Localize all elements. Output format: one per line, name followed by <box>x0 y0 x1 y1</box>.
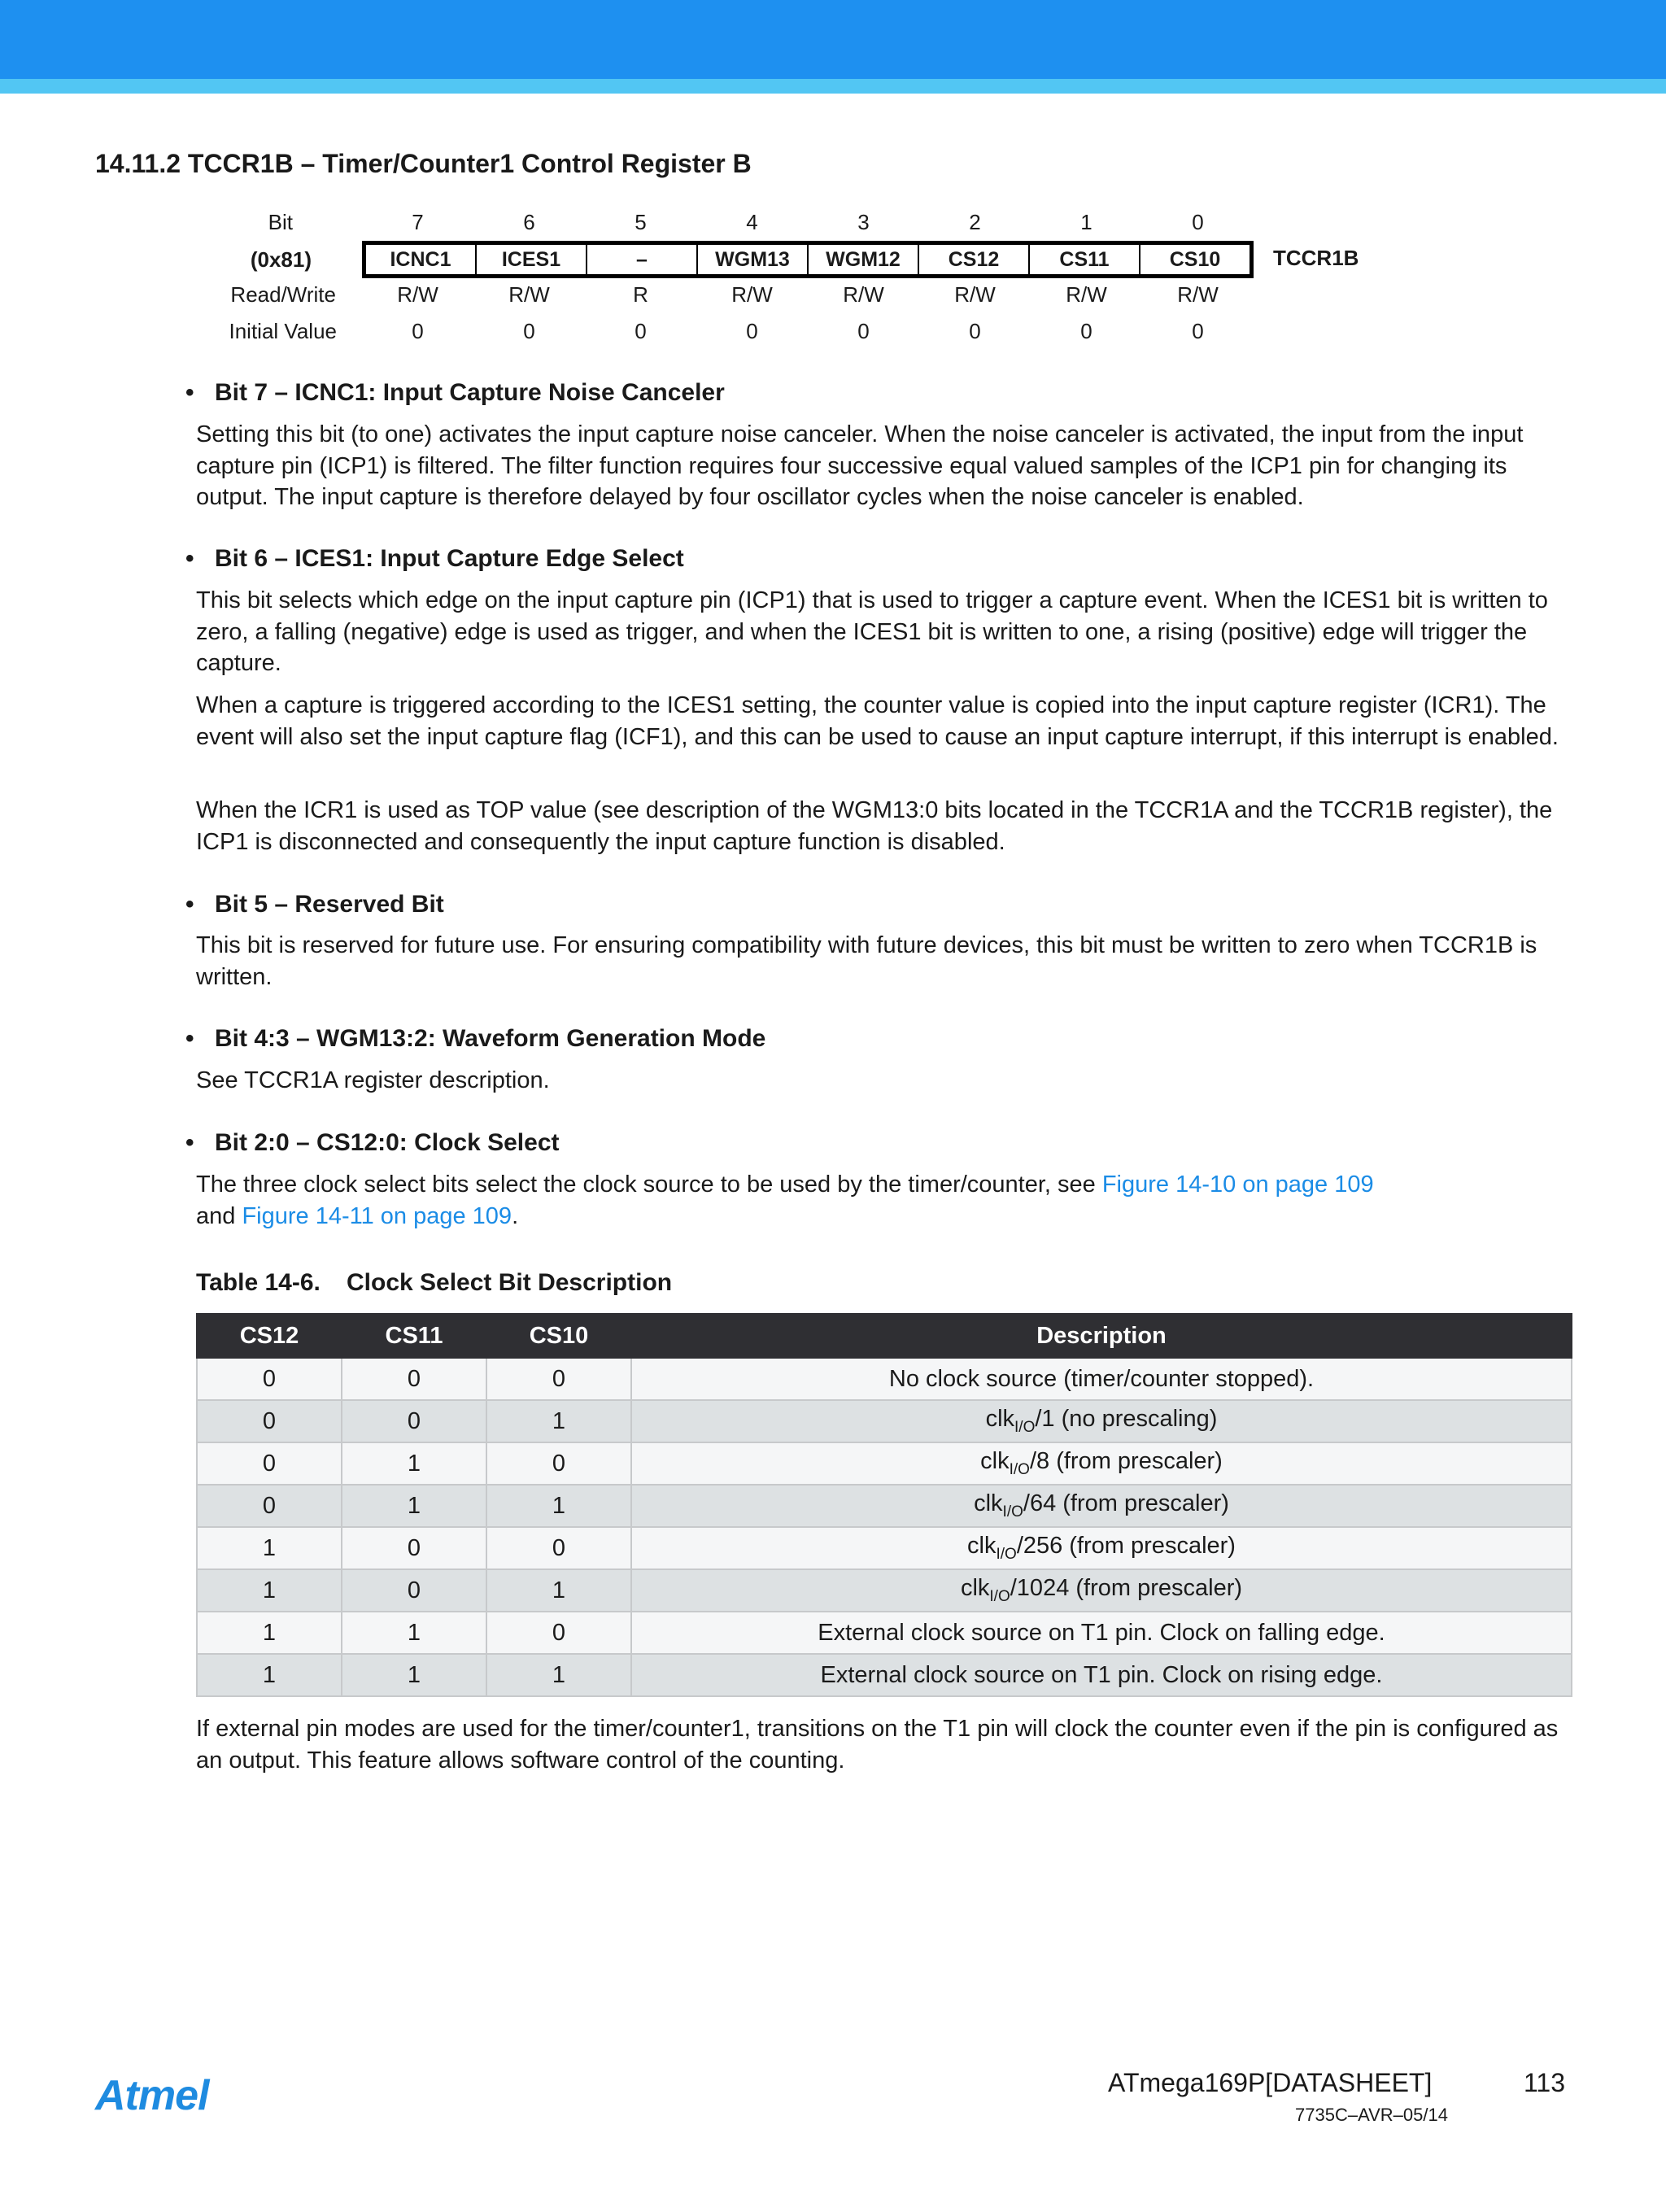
bullet-icon: • <box>185 545 194 572</box>
table-row <box>197 1569 1572 1612</box>
header-cs11: CS11 <box>342 1314 486 1358</box>
bit6-paragraph-3: When the ICR1 is used as TOP value (see description of the WGM13:0 bits located in the TCCR1A and the TCCR1B register), the ICP1 is disconnected and consequently the input capture function is disabled. <box>196 797 1553 855</box>
cell-cs11: 1 <box>342 1442 486 1485</box>
cell-cs12: 1 <box>197 1612 342 1654</box>
description-text: No clock source (timer/counter stopped). <box>888 1365 1315 1392</box>
cell-cs12: 1 <box>197 1527 342 1569</box>
section-title: 14.11.2 TCCR1B – Timer/Counter1 Control Register B <box>95 149 752 178</box>
cell-description <box>631 1612 1572 1654</box>
cell-cs11: 0 <box>342 1358 486 1400</box>
atmel-logo: Atmel <box>95 2072 209 2119</box>
bit-number-2: 5 <box>635 210 647 234</box>
description-suffix: /1024 (from prescaler) <box>1010 1575 1243 1602</box>
bit5-paragraph: This bit is reserved for future use. For ensuring compatibility with future devices, this bit must be written to zero when TCCR1B is written. <box>196 932 1537 990</box>
register-bit-box <box>362 241 1254 278</box>
bit-number-0: 7 <box>412 210 424 234</box>
address-label: (0x81) <box>250 247 312 272</box>
cell-cs10: 1 <box>486 1485 631 1527</box>
bit-rw-4: R/W <box>843 282 884 307</box>
cell-cs11: 1 <box>342 1485 486 1527</box>
description-subscript: I/O <box>1009 1460 1030 1478</box>
cell-cs10: 0 <box>486 1442 631 1485</box>
table-caption <box>196 1267 672 1299</box>
bit-init-3: 0 <box>746 319 758 343</box>
bit-init-7: 0 <box>1192 319 1204 343</box>
cell-cs10: 1 <box>486 1400 631 1442</box>
header-cs10: CS10 <box>486 1314 631 1358</box>
description-subscript: I/O <box>996 1545 1017 1563</box>
description-suffix: /8 (from prescaler) <box>1029 1448 1223 1475</box>
bit-rw-1: R/W <box>508 282 550 307</box>
cell-cs12: 0 <box>197 1485 342 1527</box>
description-text: External clock source on T1 pin. Clock on rising edge. <box>820 1661 1383 1688</box>
cell-description <box>631 1527 1572 1569</box>
bit7-paragraph: Setting this bit (to one) activates the input capture noise canceler. When the noise canceler is activated, the input from the input capture pin (ICP1) is filtered. The filter function requires four successive equal valued samples of the ICP1 pin for changing its output. The input capture is therefore delayed by four oscillator cycles when the noise canceler is enabled. <box>196 421 1524 510</box>
bit43-heading <box>185 1023 765 1055</box>
bit43-paragraph: See TCCR1A register description. <box>196 1067 550 1093</box>
description-text: clk <box>974 1490 1003 1517</box>
bit-name-5: CS12 <box>919 245 1030 274</box>
bit-name-2: – <box>587 245 698 274</box>
bit-name-4: WGM12 <box>809 245 919 274</box>
bit-rw-5: R/W <box>954 282 996 307</box>
cell-cs12: 0 <box>197 1442 342 1485</box>
footer-title: ATmega169P[DATASHEET] <box>1108 2068 1433 2097</box>
table-row <box>197 1358 1572 1400</box>
cell-cs10: 1 <box>486 1654 631 1696</box>
bit-init-5: 0 <box>969 319 981 343</box>
bit-number-3: 4 <box>746 210 758 234</box>
bit6-heading <box>185 543 684 575</box>
description-suffix: /1 (no prescaling) <box>1035 1406 1218 1433</box>
bit-number-7: 0 <box>1192 210 1204 234</box>
bit-number-4: 3 <box>857 210 870 234</box>
cell-cs11: 0 <box>342 1527 486 1569</box>
bit-rw-7: R/W <box>1177 282 1219 307</box>
bit20-text-before: The three clock select bits select the clock source to be used by the timer/counter, see <box>196 1171 1102 1198</box>
cell-description <box>631 1654 1572 1696</box>
table-row <box>197 1442 1572 1485</box>
bit7-heading <box>185 377 725 409</box>
description-suffix: /64 (from prescaler) <box>1023 1490 1229 1517</box>
cell-cs10: 0 <box>486 1358 631 1400</box>
cell-cs10: 0 <box>486 1527 631 1569</box>
bit20-heading <box>185 1127 560 1159</box>
description-text: clk <box>967 1533 997 1560</box>
bit-rw-2: R <box>633 282 648 307</box>
table-header-row <box>197 1314 1572 1358</box>
bit-init-1: 0 <box>523 319 535 343</box>
cell-cs11: 0 <box>342 1400 486 1442</box>
table-row <box>197 1612 1572 1654</box>
bit-name-0: ICNC1 <box>366 245 477 274</box>
bit5-heading <box>185 888 444 921</box>
description-suffix: /256 (from prescaler) <box>1016 1533 1236 1560</box>
table-caption-title: Clock Select Bit Description <box>347 1269 673 1296</box>
register-name: TCCR1B <box>1273 246 1359 270</box>
cell-cs12: 0 <box>197 1358 342 1400</box>
bit-rw-3: R/W <box>731 282 773 307</box>
bit20-paragraph <box>196 1169 1579 1232</box>
bit-init-2: 0 <box>635 319 647 343</box>
figure-14-10-link[interactable]: Figure 14-10 on page 109 <box>1101 1171 1374 1198</box>
bit-name-1: ICES1 <box>477 245 587 274</box>
bit-rw-6: R/W <box>1066 282 1107 307</box>
description-text: External clock source on T1 pin. Clock on falling edge. <box>818 1619 1385 1646</box>
bit-name-6: CS11 <box>1030 245 1140 274</box>
bit-row-label: Bit <box>268 210 293 234</box>
cell-description <box>631 1485 1572 1527</box>
table-row <box>197 1527 1572 1569</box>
bit-init-4: 0 <box>857 319 870 343</box>
cell-cs11: 0 <box>342 1569 486 1612</box>
bit6-heading-text: Bit 6 – ICES1: Input Capture Edge Select <box>215 545 684 572</box>
document-id: 7735C–AVR–05/14 <box>1295 2105 1448 2125</box>
register-diagram <box>0 0 1666 366</box>
cell-description <box>631 1358 1572 1400</box>
figure-14-11-link[interactable]: Figure 14-11 on page 109 <box>242 1202 512 1229</box>
description-text: clk <box>980 1448 1010 1475</box>
closing-paragraph: If external pin modes are used for the timer/counter1, transitions on the T1 pin will clock the counter even if the pin is configured as an output. This feature allows software control of the counting. <box>196 1716 1559 1774</box>
description-subscript: I/O <box>1002 1503 1023 1520</box>
cell-cs11: 1 <box>342 1612 486 1654</box>
cell-cs10: 0 <box>486 1612 631 1654</box>
header-cs12: CS12 <box>197 1314 342 1358</box>
clock-select-table <box>196 1313 1572 1697</box>
table-caption-number: Table 14-6. <box>196 1269 321 1296</box>
description-subscript: I/O <box>1014 1418 1036 1436</box>
cell-cs12: 1 <box>197 1654 342 1696</box>
bullet-icon: • <box>185 891 194 918</box>
bit-name-7: CS10 <box>1169 248 1221 271</box>
description-text: clk <box>960 1575 990 1602</box>
description-text: clk <box>985 1406 1015 1433</box>
table-row <box>197 1654 1572 1696</box>
table-row <box>197 1485 1572 1527</box>
cell-description <box>631 1569 1572 1612</box>
bullet-icon: • <box>185 1129 194 1156</box>
cell-cs11: 1 <box>342 1654 486 1696</box>
page-number: 113 <box>1524 2068 1566 2097</box>
header-description: Description <box>631 1314 1572 1358</box>
description-subscript: I/O <box>989 1587 1010 1605</box>
initial-value-label: Initial Value <box>229 319 337 343</box>
cell-cs12: 0 <box>197 1400 342 1442</box>
bit6-paragraph-2: When a capture is triggered according to the ICES1 setting, the counter value is copied into the input capture register (ICR1). The event will also set the input capture flag (ICF1), and this can be used to cause an input capture interrupt, if this interrupt is enabled. <box>196 692 1559 750</box>
bit-rw-0: R/W <box>397 282 438 307</box>
bit20-text-end: . <box>512 1202 519 1229</box>
bit-number-1: 6 <box>523 210 535 234</box>
bit-init-0: 0 <box>412 319 424 343</box>
table-row <box>197 1400 1572 1442</box>
bit-init-6: 0 <box>1080 319 1092 343</box>
bit20-heading-text: Bit 2:0 – CS12:0: Clock Select <box>215 1129 560 1156</box>
bit7-heading-text: Bit 7 – ICNC1: Input Capture Noise Canceler <box>215 379 725 406</box>
bit43-heading-text: Bit 4:3 – WGM13:2: Waveform Generation Mode <box>215 1025 766 1052</box>
bit-name-3: WGM13 <box>698 245 809 274</box>
bit6-paragraph-1: This bit selects which edge on the input capture pin (ICP1) that is used to trigger a capture event. When the ICES1 bit is written to zero, a falling (negative) edge is used as trigger, and when the ICES1 bit is written to one, a rising (positive) edge will trigger the capture. <box>196 587 1548 676</box>
bit5-heading-text: Bit 5 – Reserved Bit <box>215 891 444 918</box>
read-write-label: Read/Write <box>230 282 336 307</box>
bullet-icon: • <box>185 379 194 406</box>
cell-description <box>631 1442 1572 1485</box>
table-body <box>197 1358 1572 1696</box>
cell-cs10: 1 <box>486 1569 631 1612</box>
bit20-text-mid: and <box>196 1202 242 1229</box>
cell-cs12: 1 <box>197 1569 342 1612</box>
cell-description <box>631 1400 1572 1442</box>
bit-number-6: 1 <box>1080 210 1092 234</box>
bullet-icon: • <box>185 1025 194 1052</box>
bit-number-5: 2 <box>969 210 981 234</box>
